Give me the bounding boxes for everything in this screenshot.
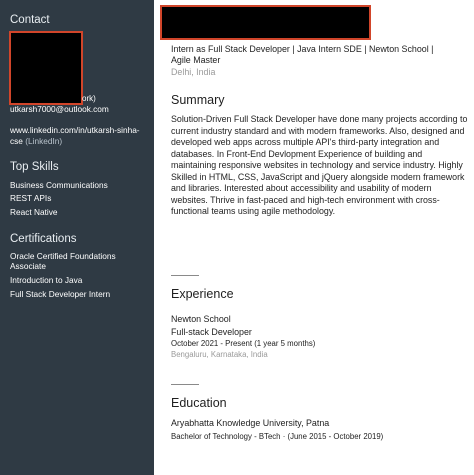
email-link[interactable]: utkarsh7000@outlook.com bbox=[10, 104, 109, 114]
experience-title: Experience bbox=[171, 287, 234, 301]
email-partial: ork) bbox=[82, 94, 96, 103]
cert-item: Full Stack Developer Intern bbox=[10, 289, 111, 299]
name-redacted bbox=[160, 5, 371, 40]
cert-item-continued: Associate bbox=[10, 261, 46, 271]
education-degree-line bbox=[171, 432, 383, 441]
experience-location: Bengaluru, Karnataka, India bbox=[171, 350, 268, 359]
certifications-heading: Certifications bbox=[10, 233, 77, 245]
profile-photo-redacted bbox=[9, 31, 83, 105]
contact-heading: Contact bbox=[10, 14, 50, 26]
experience-dates: October 2021 - Present (1 year 5 months) bbox=[171, 339, 316, 348]
linkedin-url-line1[interactable]: www.linkedin.com/in/utkarsh-sinha- bbox=[10, 125, 140, 135]
education-school: Aryabhatta Knowledge University, Patna bbox=[171, 418, 330, 428]
linkedin-label: (LinkedIn) bbox=[25, 136, 63, 146]
education-title: Education bbox=[171, 396, 227, 410]
headline-line2: Agile Master bbox=[171, 55, 221, 65]
skills-heading: Top Skills bbox=[10, 161, 59, 173]
divider bbox=[171, 275, 199, 276]
education-separator: · bbox=[282, 432, 286, 441]
summary-text: Solution-Driven Full Stack Developer have done many projects according to current industry standard and with modern frameworks. Also, designed and developed web apps across multiple API's third-party integration and databases. In Front-End Devlopment Experience of building and maintaining responsive websites in technology and service industry. Highly Skilled in HTML, CSS, JavaScript and jQuery alongside modern framework and libraries. Interested about accessibility and usability of modern websites. Thrive in fast-paced and high-tech environment with cross-functional teams using agile methodology. bbox=[171, 114, 468, 216]
sidebar bbox=[0, 0, 154, 475]
skill-item: Business Communications bbox=[10, 180, 108, 190]
skill-item: React Native bbox=[10, 207, 58, 217]
experience-company: Newton School bbox=[171, 314, 231, 324]
cert-item: Oracle Certified Foundations bbox=[10, 251, 116, 261]
header-location: Delhi, India bbox=[171, 67, 216, 77]
education-dates: (June 2015 - October 2019) bbox=[287, 432, 384, 441]
linkedin-url-line2[interactable] bbox=[10, 136, 62, 147]
headline-line1: Intern as Full Stack Developer | Java Intern SDE | Newton School | bbox=[171, 44, 434, 54]
summary-title: Summary bbox=[171, 93, 225, 107]
education-degree: Bachelor of Technology - BTech bbox=[171, 432, 281, 441]
cert-item: Introduction to Java bbox=[10, 275, 83, 285]
skill-item: REST APIs bbox=[10, 193, 52, 203]
experience-role: Full-stack Developer bbox=[171, 327, 252, 337]
linkedin-url-tail[interactable]: cse bbox=[10, 136, 23, 146]
divider bbox=[171, 384, 199, 385]
